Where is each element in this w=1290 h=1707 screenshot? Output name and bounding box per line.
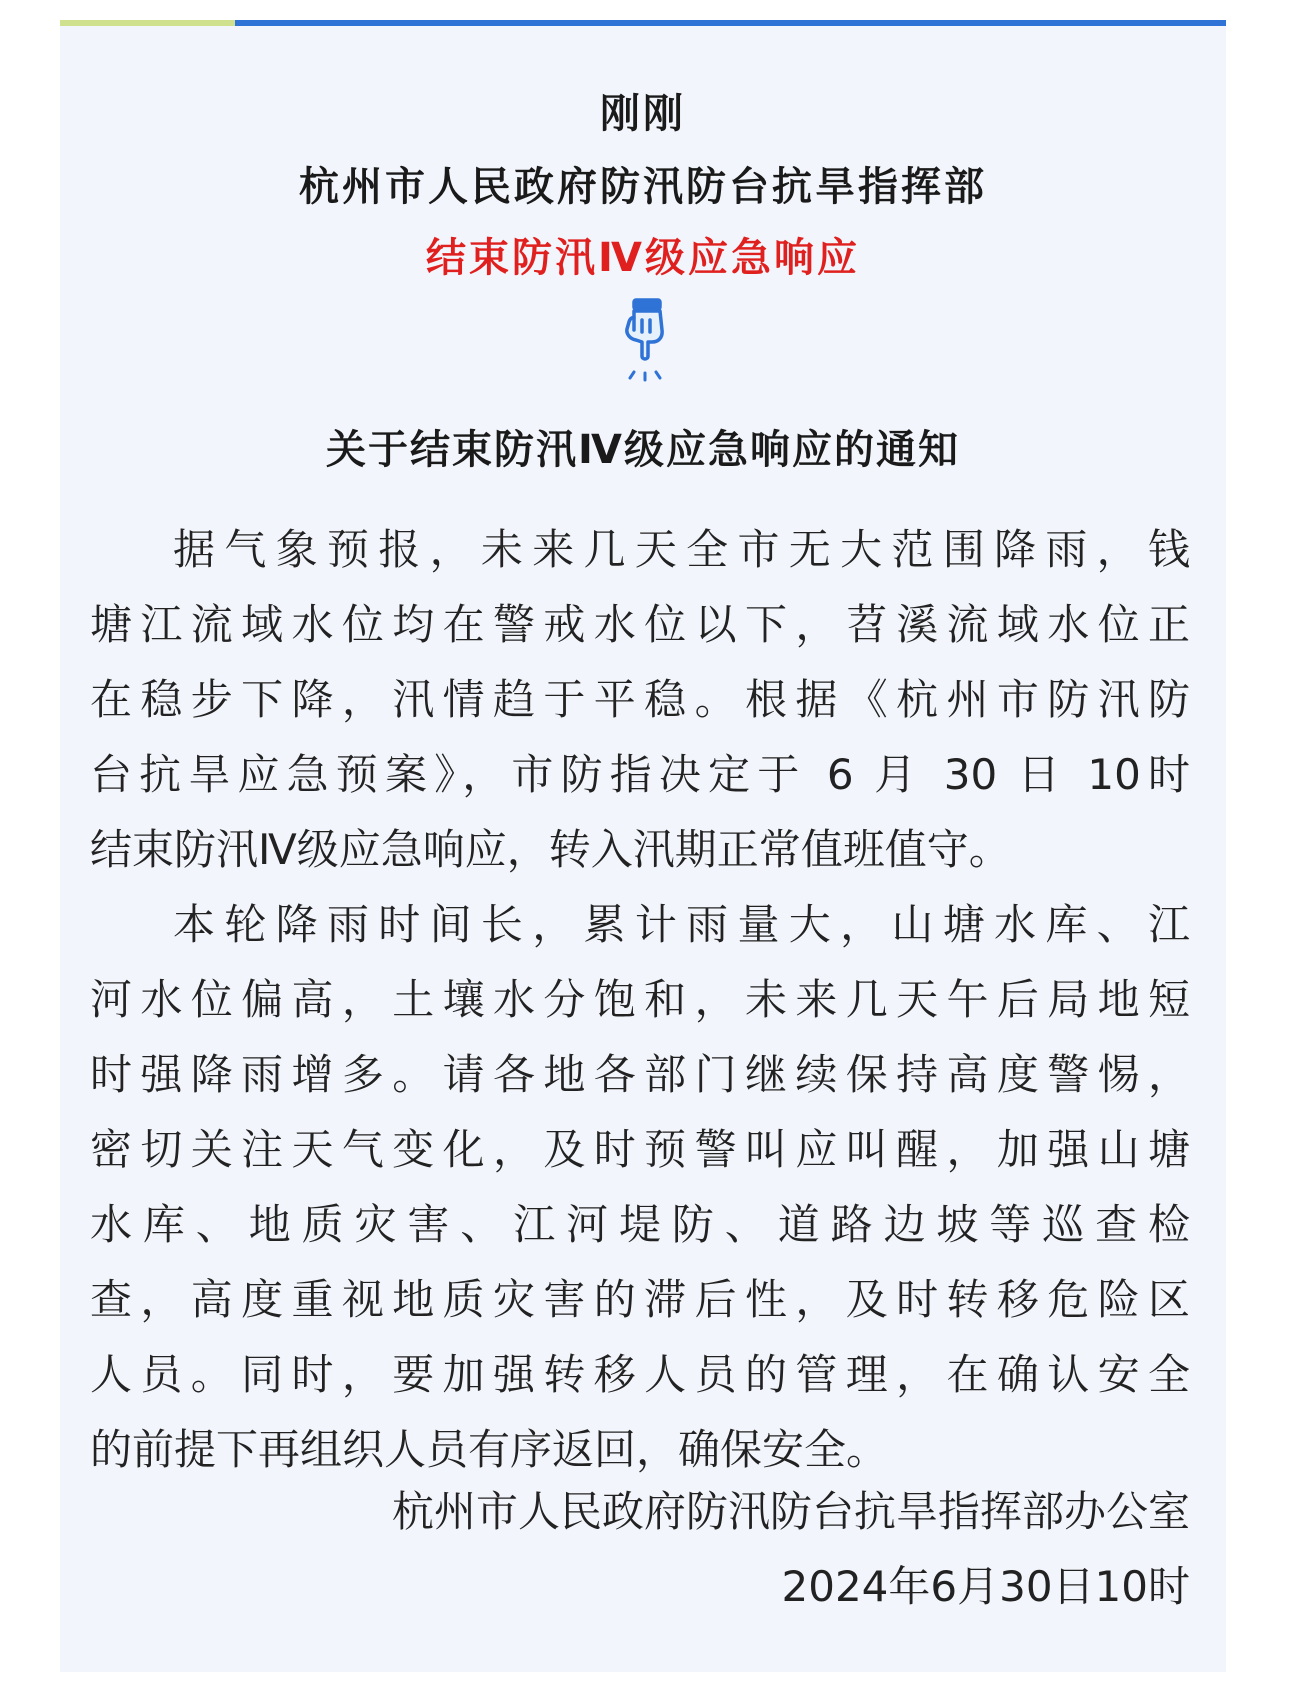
paragraph-line: 人员。同时，要加强转移人员的管理，在确认安全 [90, 1350, 1190, 1399]
notice-title: 关于结束防汛Ⅳ级应急响应的通知 [326, 427, 960, 473]
signature-organization: 杭州市人民政府防汛防台抗旱指挥部办公室 [391, 1487, 1190, 1536]
paragraph-line: 台抗旱应急预案》，市防指决定于 6 月 30 日 10时 [90, 750, 1190, 799]
paragraph-line: 查，高度重视地质灾害的滞后性，及时转移危险区 [90, 1275, 1190, 1324]
paragraph-line: 本轮降雨时间长，累计雨量大，山塘水库、江 [173, 900, 1190, 949]
paragraph-line: 塘江流域水位均在警戒水位以下，苕溪流域水位正 [90, 600, 1190, 649]
paragraph-line: 在稳步下降，汛情趋于平稳。根据《杭州市防汛防 [90, 675, 1190, 724]
headline-just-now: 刚刚 [600, 91, 686, 137]
paragraph-line: 据气象预报，未来几天全市无大范围降雨，钱 [173, 525, 1190, 574]
pointing-down-hand-icon [612, 298, 676, 388]
paragraph-line: 河水位偏高，土壤水分饱和，未来几天午后局地短 [90, 975, 1190, 1024]
paragraph-line: 水库、地质灾害、江河堤防、道路边坡等巡查检 [90, 1200, 1190, 1249]
notice-paragraph-1 [90, 512, 1190, 887]
headline-organization: 杭州市人民政府防汛防台抗旱指挥部 [299, 164, 987, 210]
paragraph-line: 结束防汛Ⅳ级应急响应，转入汛期正常值班值守。 [90, 825, 1011, 874]
paragraph-line: 时强降雨增多。请各地各部门继续保持高度警惕， [90, 1050, 1190, 1099]
paragraph-line: 的前提下再组织人员有序返回，确保安全。 [90, 1425, 889, 1474]
headline-response-ended: 结束防汛Ⅳ级应急响应 [426, 235, 860, 281]
notice-paragraph-2 [90, 887, 1190, 1487]
top-rule-green [60, 20, 235, 26]
paragraph-line: 密切关注天气变化，及时预警叫应叫醒，加强山塘 [90, 1125, 1190, 1174]
signature-date: 2024年6月30日10时 [781, 1562, 1190, 1611]
top-rule-blue [235, 20, 1226, 26]
